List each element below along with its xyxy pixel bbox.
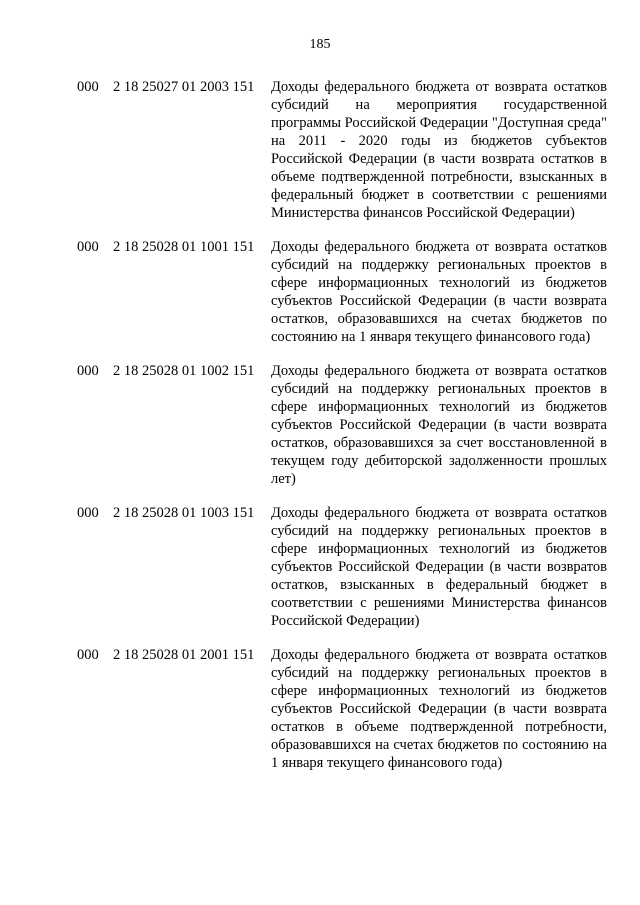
table-row — [0, 646, 640, 772]
income-description: Доходы федерального бюджета от возврата остатков субсидий на мероприятия государственной программы Российской Федерации "Доступная среда" на 2011 - 2020 годы из бюджетов субъектов Российской Федерации (в части возврата остатков в объеме подтвержденной потребности, взысканных в федеральный бюджет в соответствии с решениями Министерства финансов Российской Федерации) — [271, 79, 607, 221]
table-row — [0, 362, 640, 488]
budget-code-table — [0, 78, 640, 788]
income-description: Доходы федерального бюджета от возврата остатков субсидий на поддержку региональных проектов в сфере информационных технологий из бюджетов субъектов Российской Федерации (в части возврата остатков, образовавшихся на счетах бюджетов по состоянию на 1 января текущего финансового года) — [271, 239, 607, 345]
budget-classification-code: 2 18 25028 01 1002 151 — [113, 363, 255, 379]
table-row — [0, 504, 640, 630]
admin-code: 000 — [77, 505, 99, 521]
admin-code: 000 — [77, 239, 99, 255]
income-description: Доходы федерального бюджета от возврата остатков субсидий на поддержку региональных проектов в сфере информационных технологий из бюджетов субъектов Российской Федерации (в части возвратов остатков, взысканных в федеральный бюджет в соответствии с решениями Министерства финансов Российской Федерации) — [271, 505, 607, 629]
page-number: 185 — [309, 37, 331, 52]
table-row — [0, 78, 640, 222]
budget-classification-code: 2 18 25028 01 2001 151 — [113, 647, 255, 663]
table-row — [0, 238, 640, 346]
budget-classification-code: 2 18 25028 01 1001 151 — [113, 239, 255, 255]
budget-classification-code: 2 18 25028 01 1003 151 — [113, 505, 255, 521]
admin-code: 000 — [77, 79, 99, 95]
admin-code: 000 — [77, 363, 99, 379]
admin-code: 000 — [77, 647, 99, 663]
income-description: Доходы федерального бюджета от возврата остатков субсидий на поддержку региональных проектов в сфере информационных технологий из бюджетов субъектов Российской Федерации (в части возврата остатков в объеме подтвержденной потребности, образовавшихся на счетах бюджетов по состоянию на 1 января текущего финансового года) — [271, 647, 607, 771]
income-description: Доходы федерального бюджета от возврата остатков субсидий на поддержку региональных проектов в сфере информационных технологий из бюджетов субъектов Российской Федерации (в части возврата остатков, образовавшихся за счет восстановленной в текущем году дебиторской задолженности прошлых лет) — [271, 363, 607, 487]
budget-classification-code: 2 18 25027 01 2003 151 — [113, 79, 255, 95]
